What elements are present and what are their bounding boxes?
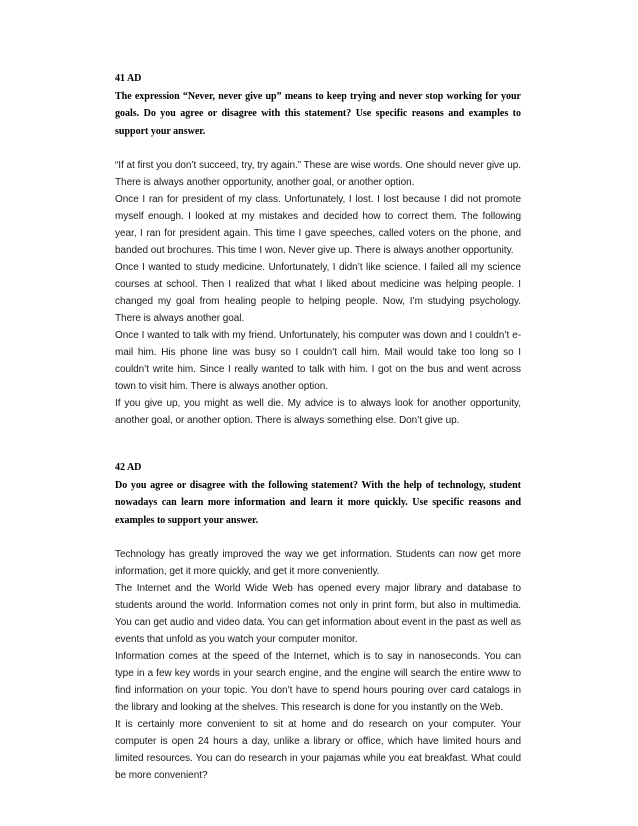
essay-question: Do you agree or disagree with the following statement? With the help of technology, student nowadays can learn more information and learn it more quickly. Use specific reasons and examples to support your answer. bbox=[115, 479, 521, 526]
paragraph: “If at first you don’t succeed, try, try again.” These are wise words. One should never give up. There is always another opportunity, another goal, or another option. bbox=[115, 160, 521, 188]
essay-number: 41 AD bbox=[115, 73, 142, 84]
essay-section-41 bbox=[115, 70, 521, 429]
essay-section-42 bbox=[115, 459, 521, 784]
document-content bbox=[115, 70, 521, 784]
paragraph: It is certainly more convenient to sit at home and do research on your computer. Your computer is open 24 hours a day, unlike a library or office, which have limited hours and limited resources. You can do research in your pajamas while you eat breakfast. What could be more convenient? bbox=[115, 719, 521, 781]
paragraph: If you give up, you might as well die. My advice is to always look for another opportunity, another goal, or another option. There is always something else. Don’t give up. bbox=[115, 398, 521, 426]
paragraph: Once I wanted to talk with my friend. Unfortunately, his computer was down and I couldn’t e-mail him. His phone line was busy so I couldn’t call him. Mail would take too long so I couldn’t write him. Since I really wanted to talk with him. I got on the bus and went across town to visit him. There is always another option. bbox=[115, 330, 521, 392]
essay-number: 42 AD bbox=[115, 462, 142, 473]
paragraph: The Internet and the World Wide Web has opened every major library and database to students around the world. Information comes not only in print form, but also in multimedia. You can get audio and video data. You can get information about event in the past as well as events that unfold as you watch your computer monitor. bbox=[115, 583, 521, 645]
paragraph: Technology has greatly improved the way we get information. Students can now get more information, get it more quickly, and get it more conveniently. bbox=[115, 549, 521, 577]
paragraph: Once I wanted to study medicine. Unfortunately, I didn’t like science. I failed all my science courses at school. Then I realized that what I liked about medicine was helping people. I changed my goal from healing people to helping people. Now, I’m studying psychology. There is always another goal. bbox=[115, 262, 521, 324]
paragraph: Once I ran for president of my class. Unfortunately, I lost. I lost because I did not promote myself enough. I looked at my mistakes and decided how to correct them. The following year, I ran for president again. This time I gave speeches, called voters on the phone, and banded out brochures. This time I won. Never give up. There is always another opportunity. bbox=[115, 194, 521, 256]
paragraph: Information comes at the speed of the Internet, which is to say in nanoseconds. You can type in a few key words in your search engine, and the engine will search the entire www to find information on your topic. You don’t have to spend hours pouring over card catalogs in the library and looking at the shelves. This research is done for you instantly on the Web. bbox=[115, 651, 521, 713]
essay-question: The expression “Never, never give up” means to keep trying and never stop working for your goals. Do you agree or disagree with this statement? Use specific reasons and examples to support your answer. bbox=[115, 90, 521, 137]
